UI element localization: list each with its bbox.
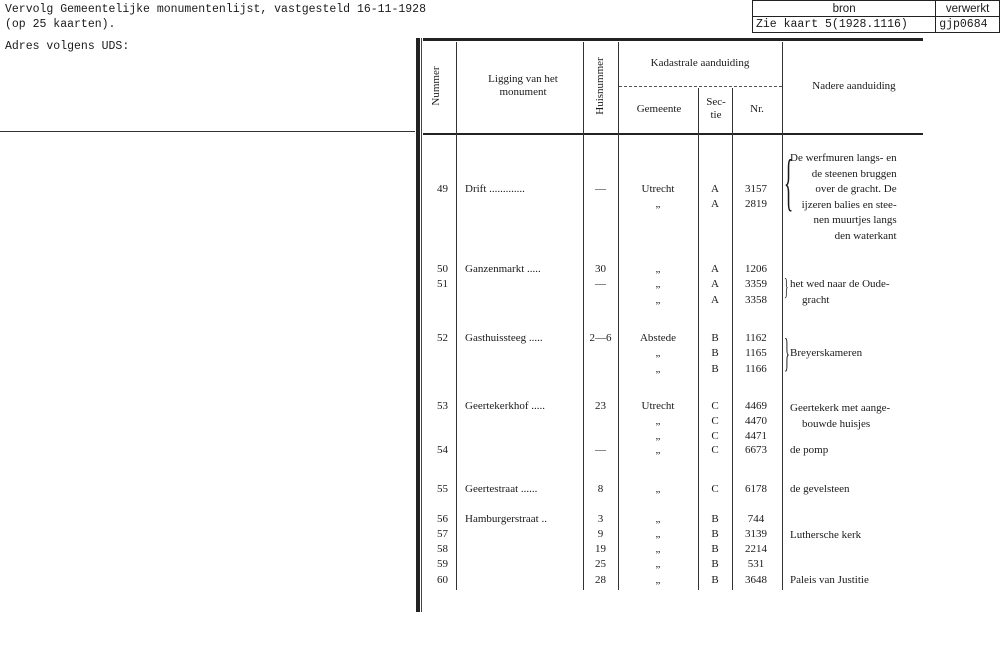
header-sectie: Sec- tie [706, 96, 726, 121]
row-nummer: 52 [437, 332, 448, 344]
row-gemeente: „ [655, 347, 661, 359]
verwerkt-label: verwerkt [936, 1, 1000, 17]
row-huisnummer: 30 [595, 263, 606, 275]
row-ligging: Drift ............. [465, 183, 525, 195]
note-geertestraat: de gevelsteen [790, 483, 850, 495]
row-sectie: B [711, 513, 719, 525]
note-line: het wed naar de Oude- [790, 278, 890, 290]
row-nr: 1206 [745, 263, 767, 275]
row-ligging: Ganzenmarkt ..... [465, 263, 541, 275]
row-nr: 2819 [745, 198, 767, 210]
row-sectie: B [711, 347, 719, 359]
row-sectie: B [711, 528, 719, 540]
row-sectie: C [711, 415, 719, 427]
header-nadere: Nadere aanduiding [812, 80, 896, 92]
note-line: De werfmuren langs- en [790, 152, 897, 164]
row-nr: 744 [747, 513, 765, 525]
bron-box [752, 0, 1000, 36]
header-nummer: Nummer [430, 66, 442, 106]
document-header [5, 2, 426, 32]
row-ligging: Geertestraat ...... [465, 483, 538, 495]
row-nr: 3648 [745, 574, 767, 586]
row-gemeente: „ [655, 558, 661, 570]
note-gasthuissteeg: Breyerskameren [790, 347, 863, 359]
row-sectie: C [711, 444, 719, 456]
row-gemeente: Utrecht [641, 183, 675, 195]
header-huisnummer: Huisnummer [594, 57, 606, 115]
row-huisnummer: 19 [595, 543, 606, 555]
row-nr: 6178 [745, 483, 767, 495]
note-line: ijzeren balies en stee- [801, 198, 897, 211]
note-line: nen muurtjes langs [813, 214, 897, 226]
adres-label: Adres volgens UDS: [5, 40, 130, 53]
row-nr: 1162 [745, 332, 767, 344]
row-sectie: B [711, 332, 719, 344]
row-nummer: 56 [437, 513, 448, 525]
row-huisnummer: — [595, 183, 606, 195]
row-nr: 4469 [745, 400, 767, 412]
note-geertekerkhof [790, 401, 890, 432]
row-sectie: A [711, 183, 719, 195]
header-kadastrale: Kadastrale aanduiding [650, 57, 750, 69]
row-sectie: A [711, 294, 719, 306]
row-nr: 1165 [745, 347, 767, 359]
row-sectie: B [711, 543, 719, 555]
subheader-rule [619, 86, 782, 88]
table-left-border [416, 38, 420, 612]
row-ligging: Gasthuissteeg ..... [465, 332, 543, 344]
divider-line [0, 131, 415, 132]
row-nr: 531 [747, 558, 765, 570]
row-sectie: B [711, 574, 719, 586]
note-drift [790, 151, 897, 244]
row-nummer: 57 [437, 528, 448, 540]
row-sectie: B [711, 363, 719, 375]
verwerkt-value: gjp0684 [936, 17, 1000, 33]
row-sectie: A [711, 278, 719, 290]
row-sectie: A [711, 263, 719, 275]
row-nummer: 49 [437, 183, 448, 195]
row-nummer: 59 [437, 558, 448, 570]
row-gemeente: „ [655, 294, 661, 306]
row-nr: 3358 [745, 294, 767, 306]
note-line: over de gracht. De [815, 183, 897, 195]
row-sectie: C [711, 400, 719, 412]
header-nr: Nr. [750, 103, 764, 115]
note-hamburger57: Luthersche kerk [790, 529, 862, 541]
row-huisnummer: 9 [597, 528, 604, 540]
row-gemeente: Utrecht [641, 400, 675, 412]
table-left-border-inner [421, 38, 422, 612]
row-nr: 3157 [745, 183, 767, 195]
note-line: gracht [802, 293, 830, 306]
row-ligging: Geertekerkhof ..... [465, 400, 546, 412]
row-sectie: C [711, 483, 719, 495]
row-nr: 3359 [745, 278, 767, 290]
row-ligging: Hamburgerstraat .. [465, 513, 547, 525]
table-top-rule [423, 38, 923, 41]
row-sectie: A [711, 198, 719, 210]
row-nummer: 53 [437, 400, 448, 412]
row-nr: 4471 [745, 430, 767, 442]
header-line-2: (op 25 kaarten). [5, 18, 116, 31]
note-pomp: de pomp [790, 444, 829, 456]
col-divider [583, 42, 584, 590]
row-gemeente: „ [655, 363, 661, 375]
row-nummer: 51 [437, 278, 448, 290]
note-hamburger60: Paleis van Justitie [790, 574, 869, 586]
col-divider [732, 88, 733, 590]
row-nr: 6673 [745, 444, 767, 456]
row-huisnummer: — [595, 444, 606, 456]
header-ligging: Ligging van het monument [488, 73, 558, 98]
row-gemeente: „ [655, 263, 661, 275]
row-gemeente: „ [655, 198, 661, 210]
table-header-rule [423, 133, 923, 135]
note-line: Geertekerk met aange- [790, 402, 891, 414]
row-huisnummer: 2—6 [589, 332, 612, 344]
row-gemeente: „ [655, 415, 661, 427]
row-gemeente: Abstede [639, 332, 677, 344]
row-gemeente: „ [655, 278, 661, 290]
note-ganzenmarkt [790, 277, 890, 308]
row-gemeente: „ [655, 513, 661, 525]
header-gemeente: Gemeente [636, 103, 682, 115]
note-line: bouwde huisjes [802, 417, 871, 430]
row-huisnummer: 3 [597, 513, 604, 525]
row-gemeente: „ [655, 430, 661, 442]
bron-label: bron [753, 1, 936, 17]
row-huisnummer: 25 [595, 558, 606, 570]
row-nummer: 54 [437, 444, 448, 456]
row-nummer: 60 [437, 574, 448, 586]
row-huisnummer: 8 [597, 483, 604, 495]
row-huisnummer: — [595, 278, 606, 290]
col-divider [456, 42, 457, 590]
row-gemeente: „ [655, 444, 661, 456]
row-nummer: 55 [437, 483, 448, 495]
row-nr: 3139 [745, 528, 767, 540]
note-line: den waterkant [834, 229, 897, 242]
brace-drift: { [784, 146, 794, 217]
row-sectie: B [711, 558, 719, 570]
row-nr: 2214 [745, 543, 767, 555]
note-line: de steenen bruggen [811, 167, 897, 180]
row-gemeente: „ [655, 528, 661, 540]
brace-gasthuissteeg: } [784, 330, 790, 375]
row-nr: 4470 [745, 415, 767, 427]
row-huisnummer: 28 [595, 574, 606, 586]
row-sectie: C [711, 430, 719, 442]
col-divider [618, 42, 619, 590]
header-line-1: Vervolg Gemeentelijke monumentenlijst, vastgesteld 16-11-1928 [5, 3, 426, 16]
row-nr: 1166 [745, 363, 767, 375]
brace-ganzenmarkt: } [784, 275, 789, 301]
row-gemeente: „ [655, 483, 661, 495]
row-nummer: 50 [437, 263, 448, 275]
col-divider [782, 42, 783, 590]
bron-value: Zie kaart 5(1928.1116) [753, 17, 936, 33]
row-huisnummer: 23 [595, 400, 606, 412]
row-gemeente: „ [655, 574, 661, 586]
row-nummer: 58 [437, 543, 448, 555]
row-gemeente: „ [655, 543, 661, 555]
